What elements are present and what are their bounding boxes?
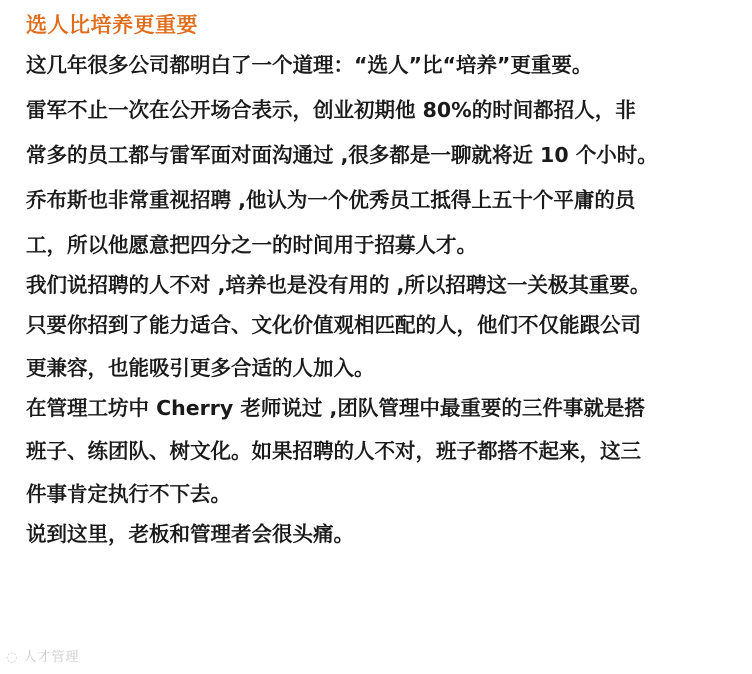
watermark-text: 人才管理 bbox=[23, 650, 80, 665]
paragraph-5 bbox=[26, 308, 726, 386]
paragraph-3 bbox=[26, 183, 726, 263]
paragraph-1 bbox=[26, 48, 726, 83]
paragraph-line: 雷军不止一次在公开场合表示，创业初期他 80%的时间都招人，非 bbox=[26, 98, 636, 122]
article-title: 选人比培养更重要 bbox=[26, 13, 198, 37]
paragraph-line: 常多的员工都与雷军面对面沟通过 ,很多都是一聊就将近 10 个小时。 bbox=[26, 143, 658, 167]
paragraph-line: 我们说招聘的人不对 ,培养也是没有用的 ,所以招聘这一关极其重要。 bbox=[26, 273, 651, 297]
paragraph-4 bbox=[26, 268, 726, 303]
paragraph-line: 件事肯定执行不下去。 bbox=[26, 482, 231, 506]
paragraph-line: 更兼容，也能吸引更多合适的人加入。 bbox=[26, 356, 375, 380]
paragraph-6 bbox=[26, 391, 726, 512]
paragraph-line: 乔布斯也非常重视招聘 ,他认为一个优秀员工抵得上五十个平庸的员 bbox=[26, 188, 636, 212]
paragraph-line: 说到这里，老板和管理者会很头痛。 bbox=[26, 522, 354, 546]
watermark bbox=[6, 646, 80, 665]
paragraph-line: 这几年很多公司都明白了一个道理：“选人”比“培养”更重要。 bbox=[26, 53, 593, 77]
paragraph-line: 工，所以他愿意把四分之一的时间用于招募人才。 bbox=[26, 233, 477, 257]
paragraph-2 bbox=[26, 93, 726, 173]
paragraph-line: 只要你招到了能力适合、文化价值观相匹配的人，他们不仅能跟公司 bbox=[26, 313, 641, 337]
article bbox=[26, 0, 726, 552]
paragraph-line: 在管理工坊中 Cherry 老师说过 ,团队管理中最重要的三件事就是搭 bbox=[26, 396, 645, 420]
paragraph-7 bbox=[26, 517, 726, 552]
paragraph-line: 班子、练团队、树文化。如果招聘的人不对，班子都搭不起来，这三 bbox=[26, 439, 641, 463]
watermark-logo-icon: ◌ bbox=[6, 650, 24, 665]
